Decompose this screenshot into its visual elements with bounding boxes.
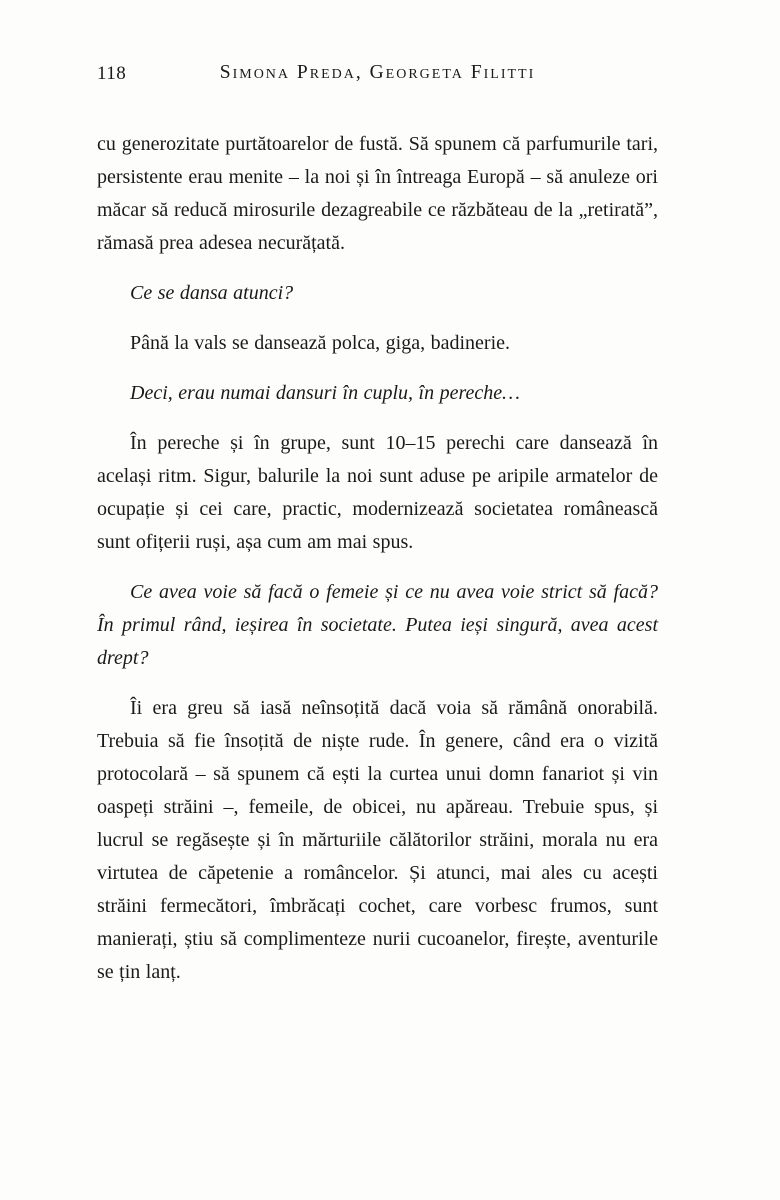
- interview-question: Deci, erau numai dansuri în cuplu, în pereche…: [130, 382, 520, 404]
- running-header-authors: Simona Preda, Georgeta Filitti: [219, 62, 536, 83]
- interview-answer: Până la vals se dansează polca, giga, badinerie.: [130, 332, 511, 354]
- interview-question: Ce se dansa atunci?: [130, 282, 294, 304]
- page-number: 118: [97, 63, 127, 84]
- paragraph-continuation: cu generozitate purtătoarelor de fustă. Să spunem că parfumurile tari, persistente erau menite – la noi și în întreaga Europă – să anuleze ori măcar să reducă mirosurile dezagreabile ce răzbăteau de la „retirată”, rămasă prea adesea necurățată.: [97, 133, 658, 254]
- interview-question: Ce avea voie să facă o femeie și ce nu avea voie strict să facă? În primul rând, ieșirea în societate. Putea ieși singură, avea acest drept?: [97, 581, 658, 669]
- interview-answer: Îi era greu să iasă neînsoțită dacă voia să rămână onorabilă. Trebuia să fie însoțită de niște rude. În genere, când era o vizită protocolară – să spunem că ești la curtea unui domn fanariot și vin oaspeți străini –, femeile, de obicei, nu apăreau. Trebuie spus, și lucrul se regăsește și în mărturiile călătorilor străini, morala nu era virtutea de căpetenie a româncelor. Și atunci, mai ales cu acești străini fermecători, îmbrăcați cochet, care vorbesc frumos, sunt manierați, știu să complimenteze nurii cucoanelor, firește, aventurile se țin lanț.: [97, 697, 658, 983]
- page-text-block: [97, 128, 658, 989]
- interview-answer: În pereche și în grupe, sunt 10–15 perechi care dansează în același ritm. Sigur, balurile la noi sunt aduse pe aripile armatelor de ocupație și cei care, practic, modernizează societatea românească sunt ofițerii ruși, așa cum am mai spus.: [97, 432, 658, 553]
- page-header: [97, 62, 658, 88]
